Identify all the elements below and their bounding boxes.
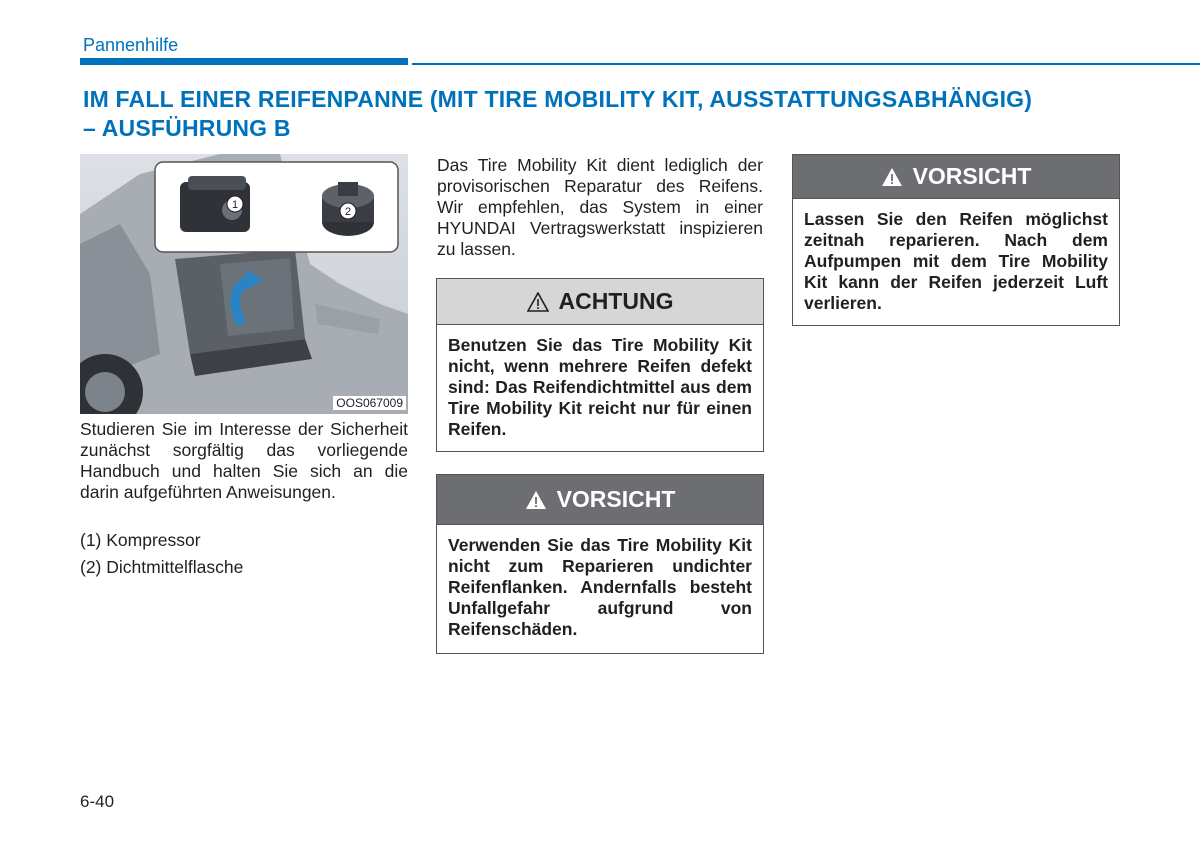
vorsicht-text-2: Lassen Sie den Reifen möglichst zeitnah reparieren. Nach dem Aufpumpen mit dem Tire Mobility Kit kann der Reifen jederzeit Luft verlieren. (804, 209, 1108, 313)
callout-1: 1 (231, 199, 239, 211)
callout-2: 2 (344, 206, 352, 218)
achtung-label: ACHTUNG (558, 288, 674, 314)
achtung-box (436, 278, 764, 452)
component-list (80, 530, 243, 584)
achtung-header (437, 279, 763, 325)
chapter-title-line-2: – AUSFÜHRUNG B (83, 115, 291, 141)
header-rule-thin (412, 63, 1200, 65)
figure-code: OOS067009 (333, 396, 406, 410)
figure-illustration (80, 154, 408, 414)
vorsicht-label-1: VORSICHT (556, 486, 676, 512)
warning-triangle-filled-icon (881, 167, 903, 187)
section-label: Pannenhilfe (83, 35, 179, 55)
list-item-compressor: (1) Kompressor (80, 530, 201, 550)
figure-tire-mobility-kit (80, 154, 408, 414)
warning-triangle-outline-icon (527, 292, 549, 312)
vorsicht-header-1 (437, 475, 763, 525)
page-number: 6-40 (80, 792, 115, 811)
list-item-sealant-bottle: (2) Dichtmittelflasche (80, 557, 244, 577)
intro-paragraph: Studieren Sie im Interesse der Sicherheit zunächst sorgfältig das vorliegende Handbuch und halten Sie sich an die darin aufgeführten Anweisungen. (80, 419, 408, 502)
chapter-title-line-1: IM FALL EINER REIFENPANNE (MIT TIRE MOBILITY KIT, AUSSTATTUNGSABHÄNGIG) (83, 86, 1033, 112)
header-rule-thick (80, 58, 408, 65)
vorsicht-box-2 (792, 154, 1120, 326)
vorsicht-text-1: Verwenden Sie das Tire Mobility Kit nicht zum Reparieren undichter Reifenflanken. Andernfalls besteht Unfallgefahr aufgrund von Reifenschäden. (448, 535, 752, 639)
info-paragraph: Das Tire Mobility Kit dient lediglich der provisorischen Reparatur des Reifens. Wir empfehlen, das System in einer HYUNDAI Vertragswerkstatt inspizieren zu lassen. (437, 155, 763, 259)
vorsicht-label-2: VORSICHT (912, 163, 1032, 189)
chapter-title (83, 85, 1143, 143)
vorsicht-header-2 (793, 155, 1119, 199)
warning-triangle-filled-icon (525, 490, 547, 510)
achtung-text: Benutzen Sie das Tire Mobility Kit nicht, wenn mehrere Reifen defekt sind: Das Reifendichtmittel aus dem Tire Mobility Kit reicht nur für einen Reifen. (448, 335, 752, 439)
vorsicht-box-1 (436, 474, 764, 654)
